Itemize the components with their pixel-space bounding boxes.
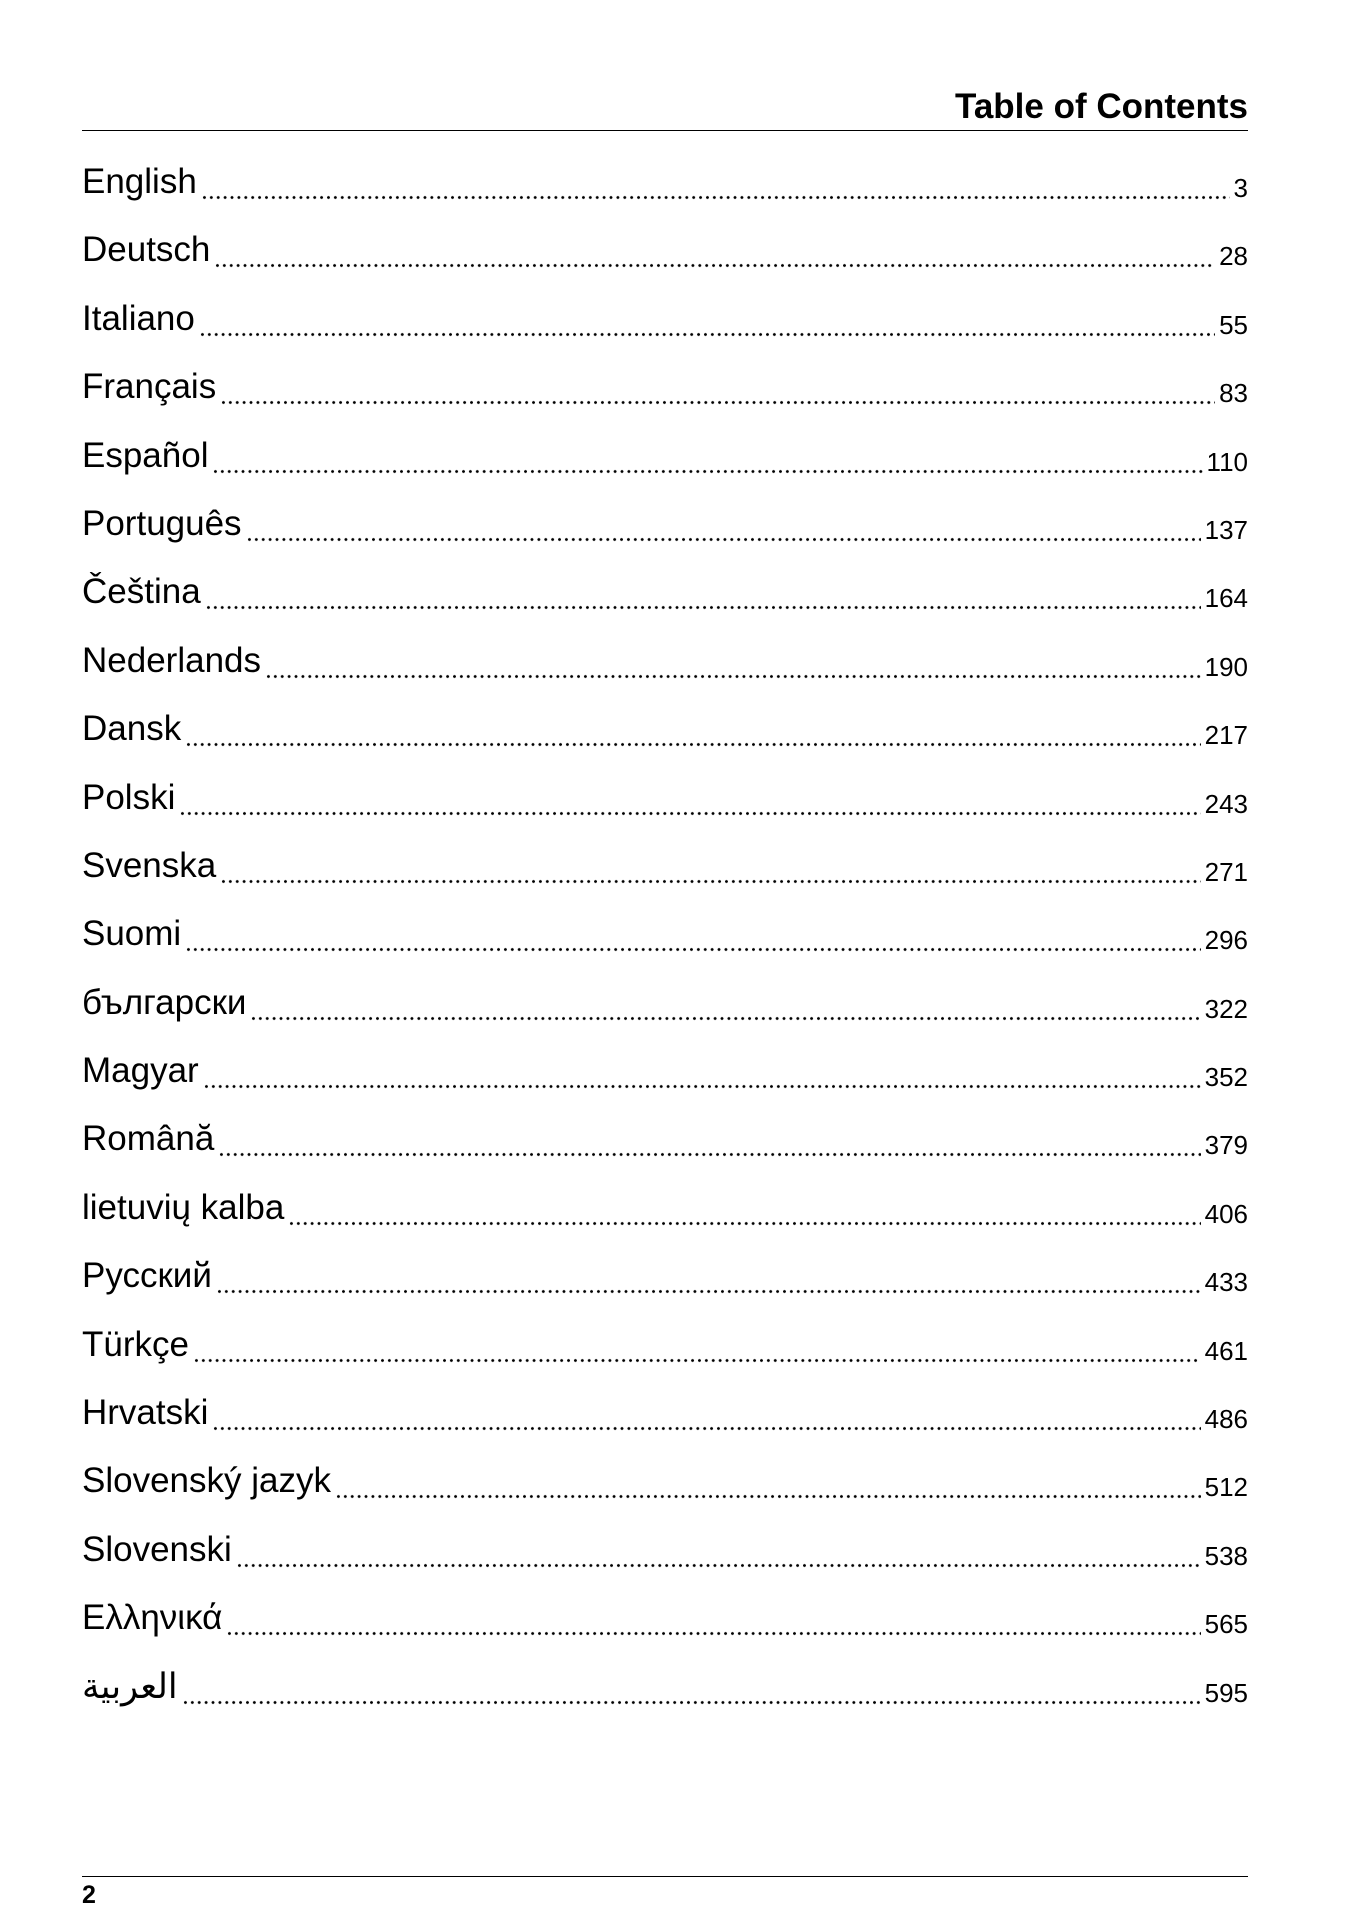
toc-entry-arabic[interactable] [82, 1663, 1248, 1731]
toc-entry-label: Dansk [82, 709, 182, 749]
page-title: Table of Contents [955, 87, 1248, 126]
dot-leader [226, 1594, 1200, 1642]
toc-entry-page: 379 [1204, 1130, 1248, 1161]
toc-entry-portugues[interactable] [82, 500, 1248, 568]
dot-leader [212, 1389, 1200, 1437]
toc-entry-english[interactable] [82, 158, 1248, 226]
toc-entry-label: Deutsch [82, 230, 211, 270]
toc-entry-page: 28 [1219, 241, 1248, 272]
toc-entry-dansk[interactable] [82, 705, 1248, 773]
toc-entry-label: Slovenský jazyk [82, 1461, 331, 1501]
toc-entry-label: Hrvatski [82, 1393, 209, 1433]
toc-entry-espanol[interactable] [82, 432, 1248, 500]
toc-entry-page: 461 [1204, 1335, 1248, 1366]
dot-leader [203, 1047, 1201, 1095]
page-header [82, 82, 1248, 131]
toc-entry-page: 83 [1219, 378, 1248, 409]
toc-entry-page: 486 [1204, 1404, 1248, 1435]
toc-entry-page: 512 [1204, 1472, 1248, 1503]
toc-entry-magyar[interactable] [82, 1047, 1248, 1115]
dot-leader [265, 637, 1201, 685]
toc-entry-slovensky[interactable] [82, 1457, 1248, 1525]
toc-entry-page: 164 [1204, 583, 1248, 614]
toc-entry-label: Español [82, 435, 209, 475]
toc-entry-page: 433 [1204, 1267, 1248, 1298]
toc-entry-italiano[interactable] [82, 295, 1248, 363]
dot-leader [179, 774, 1200, 822]
footer-page-number: 2 [82, 1881, 96, 1909]
toc-entry-cestina[interactable] [82, 568, 1248, 636]
dot-leader [246, 500, 1201, 548]
dot-leader [236, 1526, 1201, 1574]
toc-entry-bulgarian[interactable] [82, 979, 1248, 1047]
toc-entry-lietuviu[interactable] [82, 1184, 1248, 1252]
toc-entry-label: Nederlands [82, 640, 261, 680]
dot-leader [220, 363, 1215, 411]
dot-leader [220, 842, 1200, 890]
dot-leader [335, 1457, 1201, 1505]
toc-entry-page: 322 [1204, 993, 1248, 1024]
dot-leader [182, 1663, 1201, 1711]
toc-entry-suomi[interactable] [82, 910, 1248, 978]
toc-entry-label: Italiano [82, 298, 195, 338]
dot-leader [201, 158, 1230, 206]
toc-entry-romana[interactable] [82, 1115, 1248, 1183]
dot-leader [212, 432, 1202, 480]
toc-entry-russian[interactable] [82, 1252, 1248, 1320]
dot-leader [214, 226, 1215, 274]
toc-entry-label: Türkçe [82, 1324, 189, 1364]
table-of-contents [82, 158, 1248, 1731]
dot-leader [216, 1252, 1201, 1300]
toc-entry-label: English [82, 162, 197, 201]
toc-entry-page: 595 [1204, 1677, 1248, 1708]
toc-entry-label: Русский [82, 1256, 212, 1296]
dot-leader [205, 568, 1201, 616]
toc-entry-page: 406 [1204, 1198, 1248, 1229]
dot-leader [288, 1184, 1200, 1232]
toc-entry-label: Polski [82, 777, 176, 817]
toc-entry-nederlands[interactable] [82, 637, 1248, 705]
toc-entry-page: 243 [1204, 788, 1248, 819]
toc-entry-page: 217 [1204, 720, 1248, 751]
toc-entry-page: 110 [1206, 446, 1248, 477]
toc-entry-label: Čeština [82, 572, 201, 612]
toc-entry-page: 55 [1219, 309, 1248, 340]
page-footer [82, 1876, 1248, 1909]
toc-entry-label: Ελληνικά [82, 1598, 223, 1638]
toc-entry-label: Slovenski [82, 1529, 232, 1569]
toc-entry-polski[interactable] [82, 774, 1248, 842]
toc-entry-francais[interactable] [82, 363, 1248, 431]
dot-leader [250, 979, 1200, 1027]
toc-entry-page: 352 [1204, 1062, 1248, 1093]
toc-entry-label: lietuvių kalba [82, 1187, 285, 1227]
toc-entry-label: Português [82, 503, 242, 543]
dot-leader [185, 910, 1200, 958]
toc-entry-label: Magyar [82, 1051, 199, 1091]
dot-leader [193, 1321, 1201, 1369]
dot-leader [185, 705, 1200, 753]
toc-entry-page: 565 [1204, 1609, 1248, 1640]
toc-entry-label: Svenska [82, 845, 217, 885]
toc-entry-slovenski[interactable] [82, 1526, 1248, 1594]
dot-leader [199, 295, 1215, 343]
toc-entry-svenska[interactable] [82, 842, 1248, 910]
toc-entry-deutsch[interactable] [82, 226, 1248, 294]
toc-entry-label: Suomi [82, 914, 182, 954]
toc-entry-hrvatski[interactable] [82, 1389, 1248, 1457]
toc-entry-greek[interactable] [82, 1594, 1248, 1662]
toc-entry-label: Română [82, 1119, 215, 1159]
toc-entry-page: 271 [1204, 856, 1248, 887]
toc-entry-turkce[interactable] [82, 1321, 1248, 1389]
toc-entry-page: 190 [1204, 651, 1248, 682]
toc-entry-label: Français [82, 367, 217, 407]
toc-entry-label: български [82, 982, 247, 1022]
toc-entry-label: العربية [82, 1666, 178, 1706]
toc-entry-page: 137 [1204, 514, 1248, 545]
toc-entry-page: 538 [1204, 1540, 1248, 1571]
dot-leader [218, 1115, 1200, 1163]
toc-entry-page: 296 [1204, 925, 1248, 956]
toc-entry-page: 3 [1233, 173, 1248, 203]
